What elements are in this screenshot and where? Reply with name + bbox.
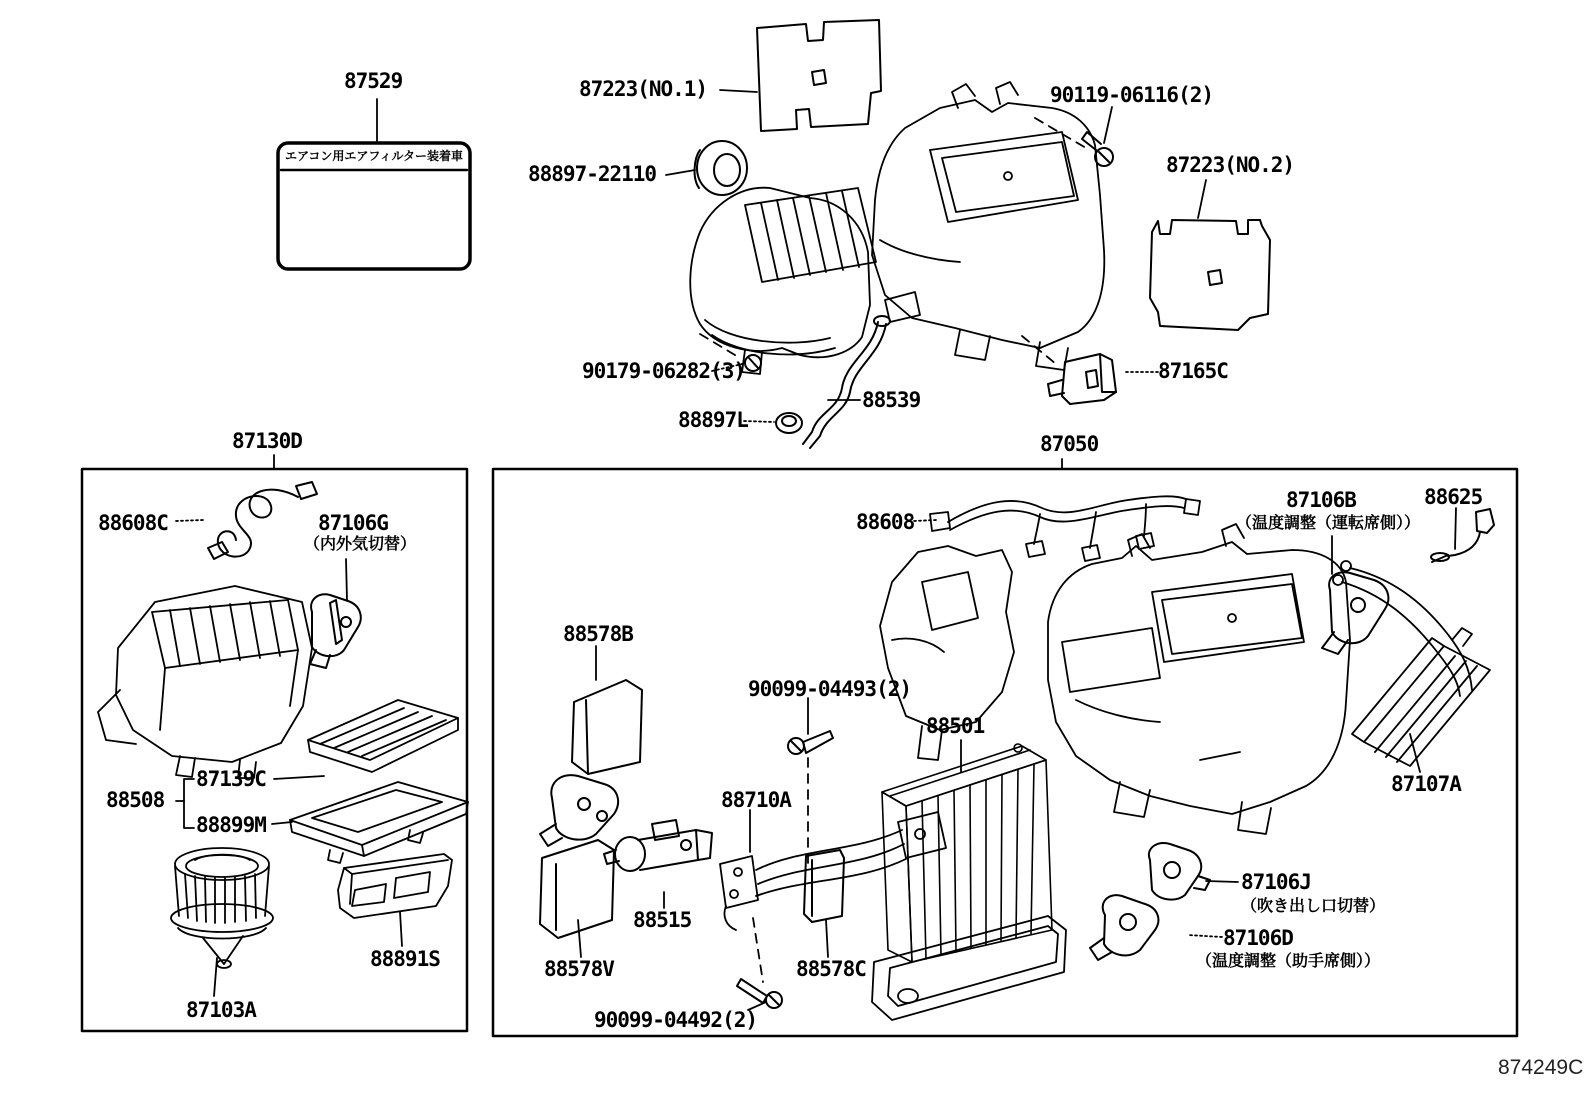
note-87106B: （温度調整（運転席側）） bbox=[1236, 513, 1421, 532]
evaporator-88501-drawing bbox=[882, 744, 1052, 962]
screw-90099-04492-drawing bbox=[737, 979, 782, 1008]
actuator-87106D-drawing bbox=[1090, 895, 1158, 960]
screw-90099-04493-drawing bbox=[788, 731, 833, 754]
part-label-88625: 88625 bbox=[1424, 485, 1483, 509]
filter-88578B-drawing bbox=[572, 680, 642, 774]
part-label-88508: 88508 bbox=[106, 788, 165, 812]
drain-hose-88539-drawing bbox=[803, 316, 890, 448]
sticker-text: エアコン用エアフィルター装着車 bbox=[285, 149, 463, 163]
part-label-87103A: 87103A bbox=[186, 998, 256, 1022]
screw-90179-drawing bbox=[745, 355, 761, 371]
filter-87139C-drawing bbox=[308, 700, 458, 772]
part-label-88891S: 88891S bbox=[370, 947, 440, 971]
grommet-88897L-drawing bbox=[776, 413, 802, 433]
note-87106D: （温度調整（助手席側）） bbox=[1196, 951, 1381, 970]
screw-90119-drawing bbox=[1082, 132, 1113, 166]
actuator-87106J-drawing bbox=[1149, 843, 1210, 900]
part-label-88897L: 88897L bbox=[678, 408, 748, 432]
box-title-87050: 87050 bbox=[1040, 432, 1099, 456]
part-label-88608C: 88608C bbox=[98, 511, 168, 535]
part-label-88578V: 88578V bbox=[544, 957, 614, 981]
part-label-87106J: 87106J bbox=[1241, 870, 1311, 894]
part-label-88515: 88515 bbox=[633, 908, 692, 932]
note-87106J: （吹き出し口切替） bbox=[1241, 896, 1386, 915]
part-label-87529: 87529 bbox=[344, 69, 403, 93]
air-duct-panel-no2-drawing bbox=[1150, 220, 1270, 330]
part-label-87139C: 87139C bbox=[196, 767, 266, 791]
part-label-88578B: 88578B bbox=[563, 622, 633, 646]
expansion-valve-88515-drawing bbox=[604, 820, 712, 871]
part-label-88501: 88501 bbox=[926, 714, 985, 738]
part-label-88539: 88539 bbox=[862, 388, 921, 412]
bracket-88891S-drawing bbox=[338, 854, 452, 918]
heater-unit-drawing bbox=[1048, 524, 1350, 834]
heater-core-87107A-drawing bbox=[1352, 628, 1490, 766]
actuator-87165C-drawing bbox=[1048, 354, 1116, 404]
part-label-87107A: 87107A bbox=[1391, 772, 1461, 796]
part-label-90099-04493: 90099-04493(2) bbox=[748, 677, 912, 701]
part-label-90179: 90179-06282(3) bbox=[582, 359, 746, 383]
part-label-88899M: 88899M bbox=[196, 813, 266, 837]
grommet-88897-22110-drawing bbox=[695, 141, 747, 195]
part-label-88897-22110: 88897-22110 bbox=[528, 162, 657, 186]
part-label-87106B: 87106B bbox=[1286, 488, 1356, 512]
diagram-code: 874249C bbox=[1498, 1056, 1584, 1079]
panel-88578V-drawing bbox=[540, 840, 614, 938]
harness-88608-drawing bbox=[930, 496, 1200, 561]
part-label-88578C: 88578C bbox=[796, 957, 866, 981]
part-label-90119: 90119-06116(2) bbox=[1050, 83, 1214, 107]
evaporator-tray-drawing bbox=[872, 916, 1066, 1020]
part-label-87223-no1: 87223(NO.1) bbox=[579, 77, 708, 101]
part-label-90099-04492: 90099-04492(2) bbox=[594, 1008, 758, 1032]
note-87106G: （内外気切替） bbox=[304, 534, 417, 553]
air-duct-panel-no1-drawing bbox=[757, 20, 881, 131]
blower-case-drawing bbox=[98, 586, 312, 778]
thermistor-88625-drawing bbox=[1431, 509, 1494, 562]
part-label-88608: 88608 bbox=[856, 510, 915, 534]
top-assembly-drawing bbox=[690, 82, 1104, 374]
pipe-assembly-88710A-drawing bbox=[720, 812, 946, 930]
part-label-87106D: 87106D bbox=[1223, 926, 1293, 950]
actuator-87106B-drawing bbox=[1322, 572, 1388, 654]
actuator-87106G-drawing bbox=[310, 594, 361, 668]
filter-frame-88899M-drawing bbox=[290, 782, 468, 863]
part-label-87106G: 87106G bbox=[318, 511, 388, 535]
heater-pipes-drawing bbox=[1333, 561, 1472, 696]
part-label-87165C: 87165C bbox=[1158, 359, 1228, 383]
harness-88608C-drawing bbox=[208, 482, 317, 559]
panel-88578C-drawing bbox=[804, 850, 844, 922]
blower-motor-87103A-drawing bbox=[171, 848, 273, 968]
box-title-87130D: 87130D bbox=[232, 429, 302, 453]
small-servo-drawing bbox=[540, 775, 618, 846]
part-label-87223-no2: 87223(NO.2) bbox=[1166, 153, 1295, 177]
part-label-88710A: 88710A bbox=[721, 788, 791, 812]
